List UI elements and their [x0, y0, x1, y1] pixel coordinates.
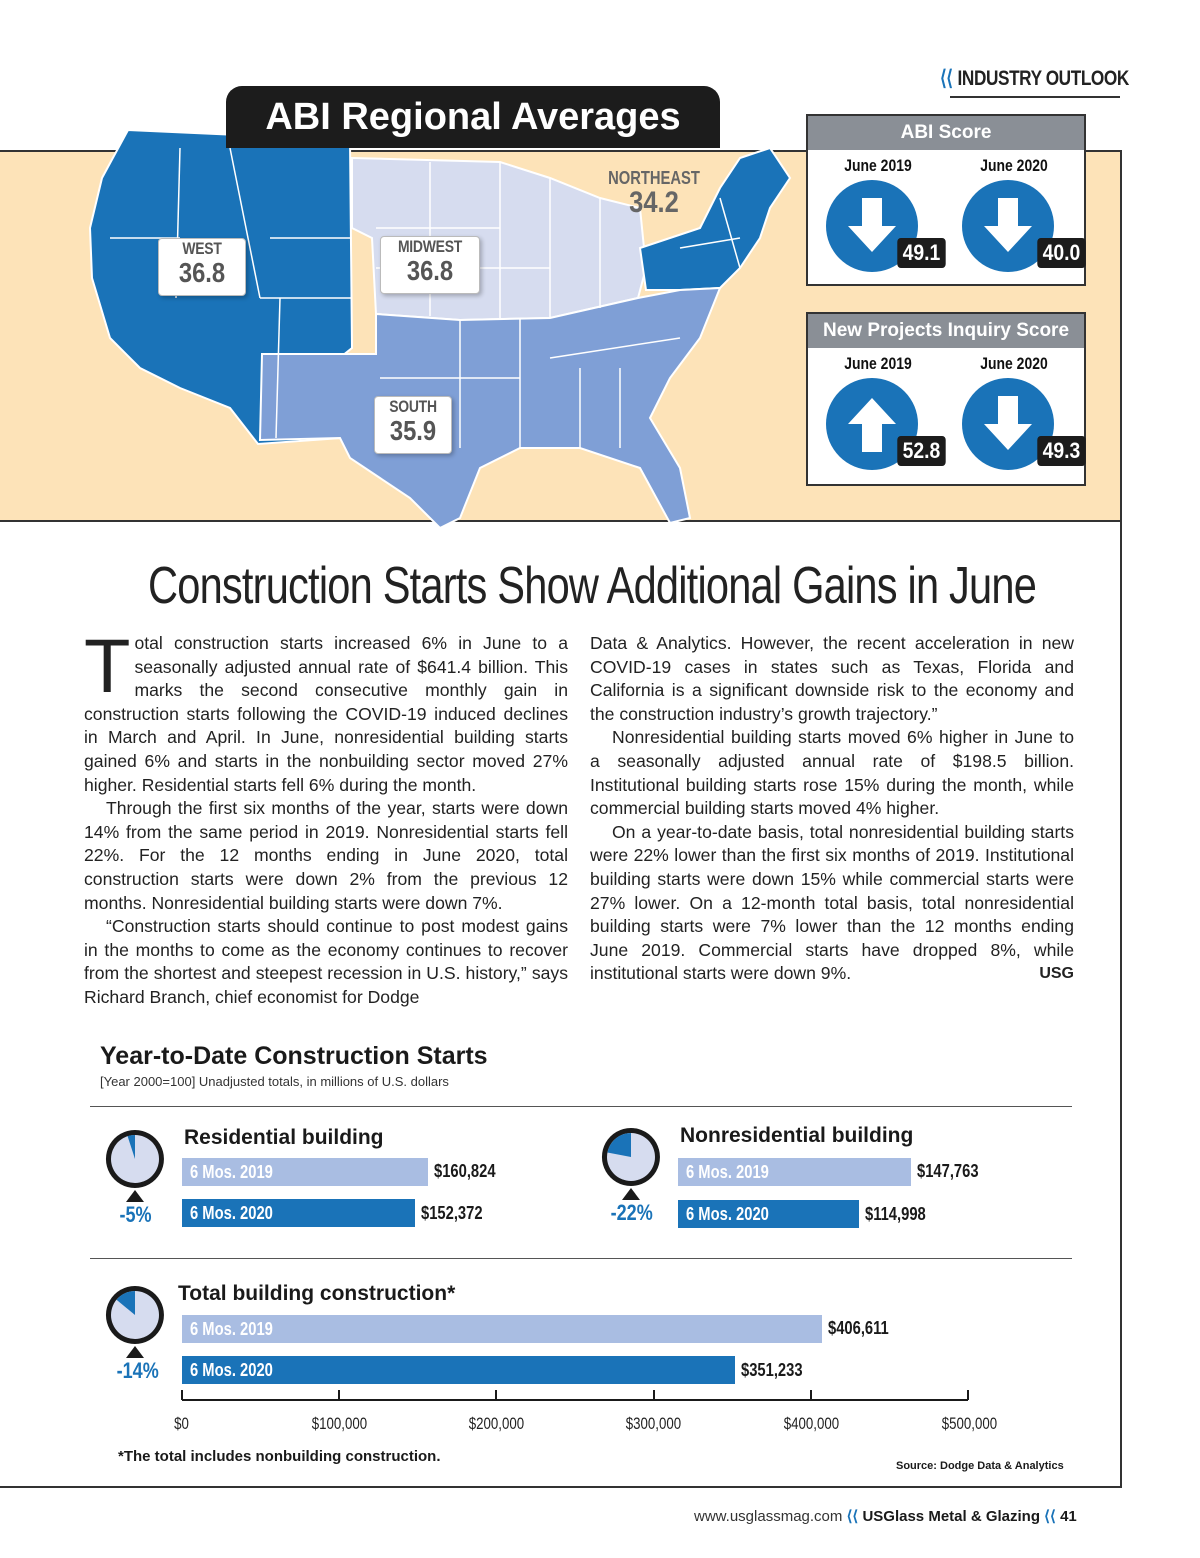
x-tick-label: $100,000 — [311, 1414, 368, 1433]
pie-pin-total — [104, 1284, 166, 1360]
bar-residential-2019 — [182, 1158, 428, 1186]
chart-footnote: *The total includes nonbuilding construction. — [118, 1448, 441, 1465]
bar-label: 6 Mos. 2020 — [686, 1204, 769, 1224]
region-name: NORTHEAST — [608, 168, 700, 188]
chart-subtitle: [Year 2000=100] Unadjusted totals, in millions of U.S. dollars — [100, 1074, 449, 1089]
region-name: MIDWEST — [397, 237, 463, 256]
article-paragraph: Through the first six months of the year, starts were down 14% from the same period in 2019. Nonresidential starts fell 22%. For the 12 months ending in June 2020, total construction starts were down 2% from the previous 12 months. Nonresidential building starts were down 7%. — [84, 798, 568, 913]
region-value: 35.9 — [389, 415, 437, 446]
article-paragraph — [84, 624, 568, 797]
bar-label: 6 Mos. 2019 — [686, 1162, 769, 1182]
x-tick-label: $0 — [174, 1414, 189, 1433]
article-headline: Construction Starts Show Additional Gains in June — [148, 557, 1037, 615]
pie-pin-nonresidential — [600, 1126, 662, 1202]
bar-value-total-2020: $351,233 — [741, 1360, 803, 1380]
bar-nonresidential-2020 — [678, 1200, 859, 1228]
x-tick-label: $300,000 — [625, 1414, 682, 1433]
region-value: 34.2 — [629, 186, 679, 219]
article-paragraph: “Construction starts should continue to post modest gains in the months to come as the economy continues to recover from the shortest and steepest recession in U.S. history,” says Richard Branch, chief economist for Dodge — [84, 916, 568, 1007]
inquiry-score-value: 52.8 — [897, 436, 945, 466]
chart-title: Year-to-Date Construction Starts — [100, 1042, 488, 1070]
chevron-left-icon: ⟨⟨ — [1044, 1508, 1056, 1525]
page-bottom-rule — [0, 1486, 1122, 1488]
x-axis — [176, 1388, 976, 1408]
bar-label: 6 Mos. 2020 — [190, 1203, 273, 1223]
inquiry-score-label: June 2020 — [980, 354, 1048, 373]
abi-score-value: 40.0 — [1037, 238, 1085, 268]
chart-source: Source: Dodge Data & Analytics — [896, 1460, 1064, 1472]
footer-publication: USGlass Metal & Glazing — [862, 1508, 1040, 1525]
region-label-south — [374, 396, 452, 454]
page-number: 41 — [1060, 1508, 1077, 1525]
abi-score-label: June 2020 — [980, 156, 1048, 175]
abi-score-title: ABI Score — [808, 116, 1084, 150]
bar-value-nonresidential-2020: $114,998 — [865, 1204, 926, 1224]
drop-cap: T — [84, 624, 131, 709]
change-percent-nonresidential: -22% — [610, 1200, 653, 1225]
section-tag — [940, 66, 1129, 96]
group-title-residential: Residential building — [184, 1126, 384, 1149]
bar-total-2019 — [182, 1315, 822, 1343]
bar-value-total-2019: $406,611 — [828, 1318, 889, 1338]
article-column-left — [84, 624, 568, 1010]
bar-label: 6 Mos. 2019 — [190, 1162, 273, 1182]
article-paragraph — [590, 821, 1074, 986]
article-signature: USG — [1039, 965, 1074, 983]
map-title: ABI Regional Averages — [226, 86, 720, 148]
article-column-right — [590, 632, 1074, 986]
inquiry-score-columns — [808, 348, 1084, 484]
inquiry-score-box — [806, 312, 1086, 486]
bar-value-residential-2020: $152,372 — [421, 1203, 483, 1223]
region-name: SOUTH — [389, 397, 437, 416]
abi-score-columns — [808, 150, 1084, 286]
inquiry-score-title: New Projects Inquiry Score — [808, 314, 1084, 348]
inquiry-score-label: June 2019 — [844, 354, 912, 373]
region-label-midwest — [380, 236, 480, 294]
region-label-northeast — [596, 168, 712, 217]
pie-pin-residential — [104, 1128, 166, 1204]
chart-rule-middle — [90, 1258, 1072, 1259]
chevron-left-icon: ⟨⟨ — [940, 67, 953, 90]
bar-label: 6 Mos. 2019 — [190, 1319, 273, 1339]
section-rule — [950, 96, 1120, 98]
bar-value-residential-2019: $160,824 — [434, 1161, 496, 1181]
x-tick-label: $400,000 — [783, 1414, 840, 1433]
bar-value-nonresidential-2019: $147,763 — [917, 1161, 979, 1181]
group-title-total: Total building construction* — [178, 1282, 456, 1305]
change-percent-total: -14% — [116, 1358, 159, 1383]
region-label-west — [158, 238, 246, 296]
chevron-left-icon: ⟨⟨ — [846, 1508, 859, 1525]
article-paragraph: Data & Analytics. However, the recent acceleration in new COVID-19 cases in states such as Texas, Florida and California is a significant downside risk to the economy and the construction industry’s growth trajectory.” — [590, 633, 1074, 724]
paragraph-text: On a year-to-date basis, total nonresidential building starts were 22% lower than the first six months of 2019. Institutional building starts were down 15% while commercial starts were 27% lower. On a 12-month total basis, total nonresidential building starts were 7% lower than the 12 months ending June 2019. Commercial starts have dropped 8%, while institutional starts were down 9%. — [590, 821, 1074, 984]
group-title-nonresidential: Nonresidential building — [680, 1124, 914, 1147]
inquiry-score-value: 49.3 — [1037, 436, 1085, 466]
article-paragraph: Nonresidential building starts moved 6% higher in June to a seasonally adjusted annual rate of $198.5 billion. Institutional building starts rose 15% during the month, while commercial building starts moved 4% higher. — [590, 727, 1074, 819]
x-tick-label: $200,000 — [468, 1414, 525, 1433]
region-value: 36.8 — [406, 255, 454, 286]
chart-rule-top — [90, 1106, 1072, 1107]
footer-url[interactable]: www.usglassmag.com — [694, 1508, 843, 1525]
bar-label: 6 Mos. 2020 — [190, 1360, 273, 1380]
bar-nonresidential-2019 — [678, 1158, 911, 1186]
section-title: INDUSTRY OUTLOOK — [957, 67, 1129, 90]
bar-total-2020 — [182, 1356, 735, 1384]
abi-score-label: June 2019 — [844, 156, 912, 175]
change-percent-residential: -5% — [119, 1202, 152, 1227]
page-right-rule — [1120, 150, 1122, 1488]
paragraph-text: otal construction starts increased 6% in June to a seasonally adjusted annual rate of $641.4 billion. This marks the second consecutive monthly gain in construction starts following the COVID-19 induced declines in March and April. In June, nonresidential building starts gained 6% and starts in the nonbuilding sector moved 27% higher. Residential starts fell 6% during the month. — [84, 633, 568, 795]
page-footer — [694, 1507, 1077, 1525]
bar-residential-2020 — [182, 1199, 415, 1227]
region-name: WEST — [182, 239, 222, 258]
x-tick-label: $500,000 — [941, 1414, 998, 1433]
abi-score-box — [806, 114, 1086, 286]
region-value: 36.8 — [178, 257, 226, 288]
abi-score-value: 49.1 — [897, 238, 945, 268]
